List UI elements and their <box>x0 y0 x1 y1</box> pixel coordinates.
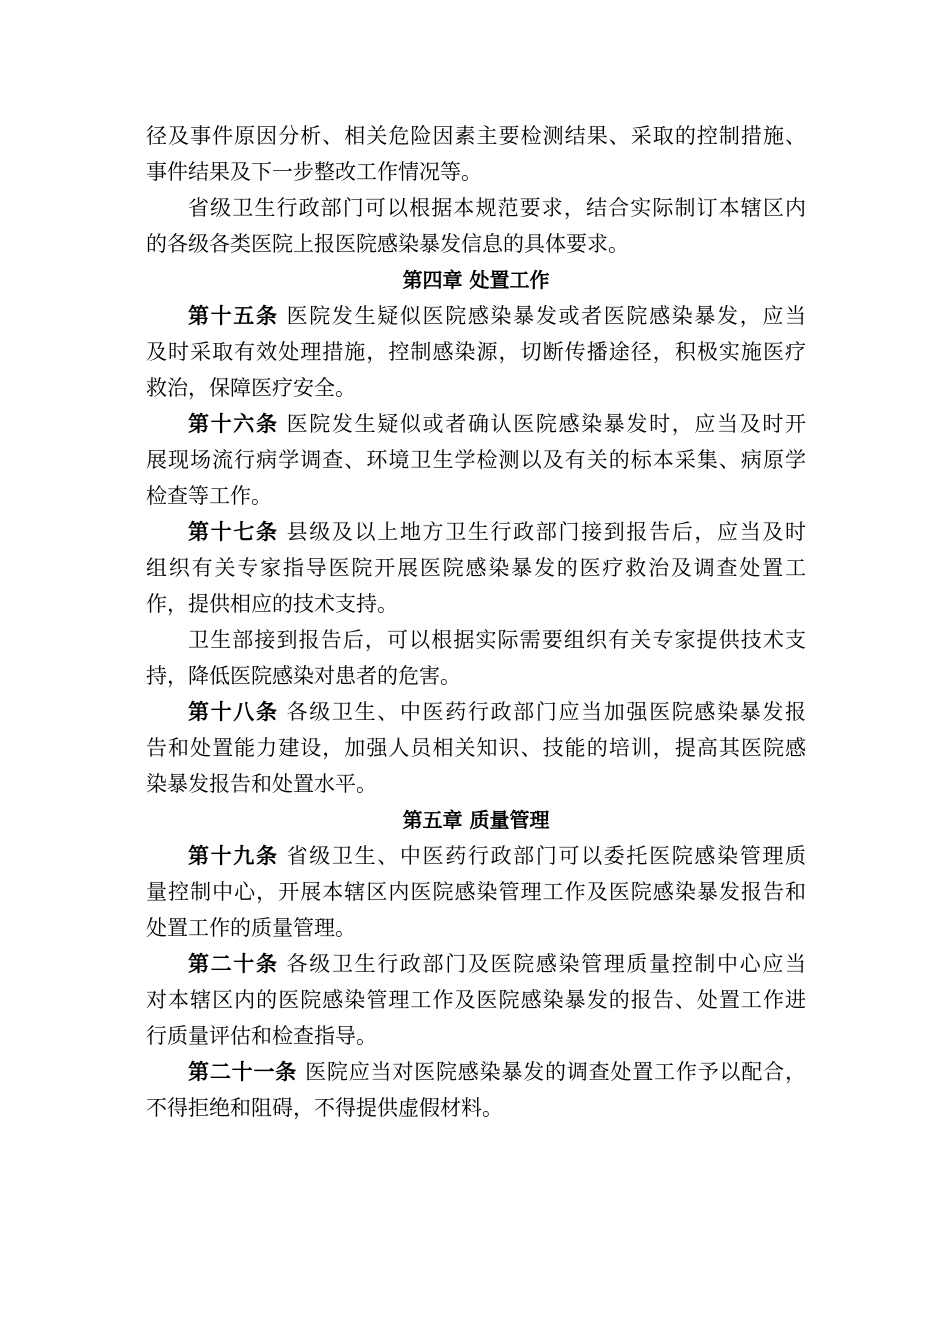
text-line <box>146 370 806 406</box>
line-text: 不得拒绝和阻碍，不得提供虚假材料。 <box>146 1096 503 1120</box>
line-text: 持，降低医院感染对患者的危害。 <box>146 664 461 688</box>
line-text: 组织有关专家指导医院开展医院感染暴发的医疗救治及调查处置工 <box>146 556 806 580</box>
article-number: 第十六条 <box>188 412 279 436</box>
line-text: 染暴发报告和处置水平。 <box>146 772 377 796</box>
line-text: 展现场流行病学调查、环境卫生学检测以及有关的标本采集、病原学 <box>146 448 806 472</box>
line-text: 救治，保障医疗安全。 <box>146 376 356 400</box>
chapter-heading: 第四章 处置工作 <box>402 268 550 292</box>
text-line <box>146 766 806 802</box>
text-line <box>146 1018 806 1054</box>
line-text: 对本辖区内的医院感染管理工作及医院感染暴发的报告、处置工作进 <box>146 988 806 1012</box>
text-line <box>146 658 806 694</box>
line-text: 及时采取有效处理措施，控制感染源，切断传播途径，积极实施医疗 <box>146 340 806 364</box>
line-text: 各级卫生、中医药行政部门应当加强医院感染暴发报 <box>286 700 807 724</box>
article-first-line <box>146 514 806 550</box>
article-first-line <box>146 694 806 730</box>
text-line <box>146 334 806 370</box>
article-number: 第二十条 <box>188 952 279 976</box>
article-first-line <box>146 406 806 442</box>
article-number: 第十七条 <box>188 520 279 544</box>
text-line <box>146 154 806 190</box>
text-line <box>146 226 806 262</box>
line-text: 省级卫生行政部门可以根据本规范要求，结合实际制订本辖区内 <box>188 196 806 220</box>
text-line <box>146 622 806 658</box>
article-first-line <box>146 946 806 982</box>
article-number: 第十八条 <box>188 700 279 724</box>
line-text: 医院发生疑似医院感染暴发或者医院感染暴发，应当 <box>286 304 807 328</box>
document-page <box>146 118 806 1126</box>
line-text: 告和处置能力建设，加强人员相关知识、技能的培训，提高其医院感 <box>146 736 806 760</box>
line-text: 处置工作的质量管理。 <box>146 916 356 940</box>
line-text: 作，提供相应的技术支持。 <box>146 592 398 616</box>
line-text: 的各级各类医院上报医院感染暴发信息的具体要求。 <box>146 232 629 256</box>
text-line <box>146 586 806 622</box>
line-text: 事件结果及下一步整改工作情况等。 <box>146 160 482 184</box>
text-line <box>146 550 806 586</box>
line-text: 各级卫生行政部门及医院感染管理质量控制中心应当 <box>286 952 807 976</box>
line-text: 行质量评估和检查指导。 <box>146 1024 377 1048</box>
article-number: 第十九条 <box>188 844 279 868</box>
text-line <box>146 982 806 1018</box>
line-text: 检查等工作。 <box>146 484 272 508</box>
line-text: 医院应当对医院感染暴发的调查处置工作予以配合， <box>305 1060 807 1084</box>
article-first-line <box>146 298 806 334</box>
article-first-line <box>146 838 806 874</box>
text-line <box>146 118 806 154</box>
line-text: 卫生部接到报告后，可以根据实际需要组织有关专家提供技术支 <box>188 628 806 652</box>
text-line <box>146 910 806 946</box>
text-line <box>146 478 806 514</box>
text-line <box>146 730 806 766</box>
line-text: 径及事件原因分析、相关危险因素主要检测结果、采取的控制措施、 <box>146 124 806 148</box>
text-line <box>146 1090 806 1126</box>
article-number: 第十五条 <box>188 304 279 328</box>
line-text: 量控制中心，开展本辖区内医院感染管理工作及医院感染暴发报告和 <box>146 880 806 904</box>
text-line <box>146 190 806 226</box>
line-text: 省级卫生、中医药行政部门可以委托医院感染管理质 <box>286 844 807 868</box>
line-text: 医院发生疑似或者确认医院感染暴发时，应当及时开 <box>286 412 807 436</box>
article-number: 第二十一条 <box>188 1060 298 1084</box>
text-line <box>146 442 806 478</box>
text-line <box>146 874 806 910</box>
line-text: 县级及以上地方卫生行政部门接到报告后，应当及时 <box>286 520 807 544</box>
article-first-line <box>146 1054 806 1090</box>
chapter-heading: 第五章 质量管理 <box>402 808 550 832</box>
